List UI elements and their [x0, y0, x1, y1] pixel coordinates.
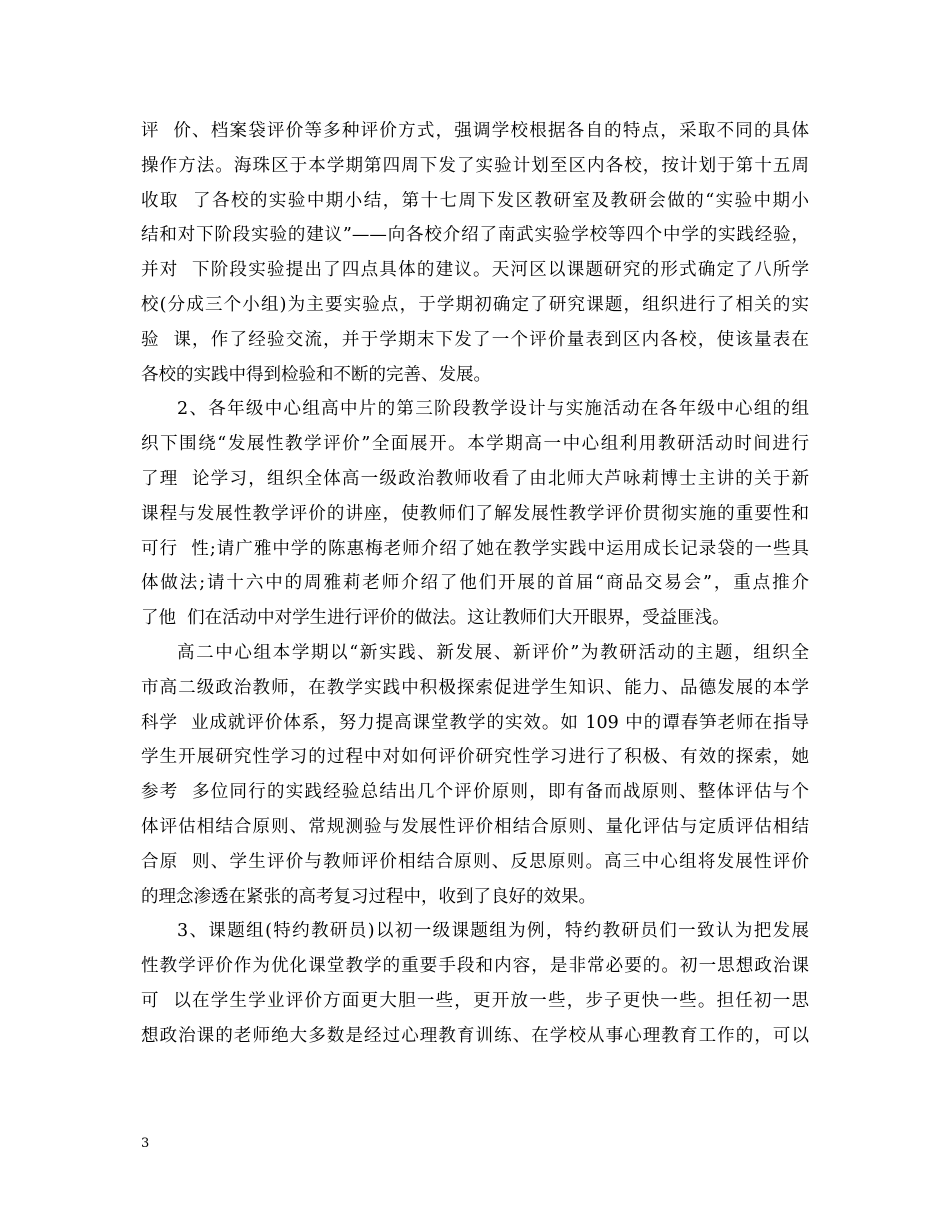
text-line: 合原 则、学生评价与教师评价相结合原则、反思原则。高三中心组将发展性评价 [141, 851, 809, 872]
text-line: 科学 业成就评价体系，努力提高课堂教学的实效。如 109 中的谭春笋老师在指导 [141, 712, 809, 733]
text-line: 可 以在学生学业评价方面更大胆一些，更开放一些，步子更快一些。担任初一思 [141, 990, 809, 1011]
page-number: 3 [141, 1136, 150, 1151]
text-line: 结和对下阶段实验的建议”——向各校介绍了南武实验学校等四个中学的实践经验， [141, 225, 809, 246]
text-line: 操作方法。海珠区于本学期第四周下发了实验计划至区内各校，按计划于第十五周 [141, 155, 809, 176]
text-line: 校(分成三个小组)为主要实验点，于学期初确定了研究课题，组织进行了相关的实 [141, 294, 809, 315]
text-line: 学生开展研究性学习的过程中对如何评价研究性学习进行了积极、有效的探索，她 [141, 747, 809, 768]
text-line: 并对 下阶段实验提出了四点具体的建议。天河区以课题研究的形式确定了八所学 [141, 260, 809, 281]
text-line: 验 课，作了经验交流，并于学期末下发了一个评价量表到区内各校，使该量表在 [141, 329, 809, 350]
text-line: 市高二级政治教师，在教学实践中积极探索促进学生知识、能力、品德发展的本学 [141, 677, 809, 698]
text-line: 各校的实践中得到检验和不断的完善、发展。 [141, 364, 491, 385]
body-text [141, 114, 809, 1054]
text-line: 性教学评价作为优化课堂教学的重要手段和内容，是非常必要的。初一思想政治课 [141, 956, 809, 977]
text-line: 的理念渗透在紧张的高考复习过程中，收到了良好的效果。 [141, 886, 596, 907]
text-line: 想政治课的老师绝大多数是经过心理教育训练、在学校从事心理教育工作的，可以 [141, 1025, 809, 1046]
paragraph-start-line: 2、各年级中心组高中片的第三阶段教学设计与实施活动在各年级中心组的组 [177, 399, 809, 420]
text-line: 参考 多位同行的实践经验总结出几个评价原则，即有备而战原则、整体评估与个 [141, 782, 809, 803]
text-line: 体评估相结合原则、常规测验与发展性评价相结合原则、量化评估与定质评估相结 [141, 816, 809, 837]
text-line: 了理 论学习，组织全体高一级政治教师收看了由北师大芦咏莉博士主讲的关于新 [141, 468, 809, 489]
text-line: 织下围绕“发展性教学评价”全面展开。本学期高一中心组利用教研活动时间进行 [141, 434, 809, 455]
text-line: 收取 了各校的实验中期小结，第十七周下发区教研室及教研会做的“实验中期小 [141, 190, 809, 211]
text-line: 可行 性;请广雅中学的陈惠梅老师介绍了她在教学实践中运用成长记录袋的一些具 [141, 538, 809, 559]
text-line: 了他 们在活动中对学生进行评价的做法。这让教师们大开眼界，受益匪浅。 [141, 608, 730, 629]
paragraph-start-line: 3、课题组(特约教研员)以初一级课题组为例，特约教研员们一致认为把发展 [177, 921, 809, 942]
text-line: 课程与发展性教学评价的讲座，使教师们了解发展性教学评价贯彻实施的重要性和 [141, 503, 809, 524]
paragraph-start-line: 高二中心组本学期以“新实践、新发展、新评价”为教研活动的主题，组织全 [177, 642, 809, 663]
text-line: 评 价、档案袋评价等多种评价方式，强调学校根据各自的特点，采取不同的具体 [141, 121, 809, 141]
text-line: 体做法;请十六中的周雅莉老师介绍了他们开展的首届“商品交易会”，重点推介 [141, 573, 809, 594]
